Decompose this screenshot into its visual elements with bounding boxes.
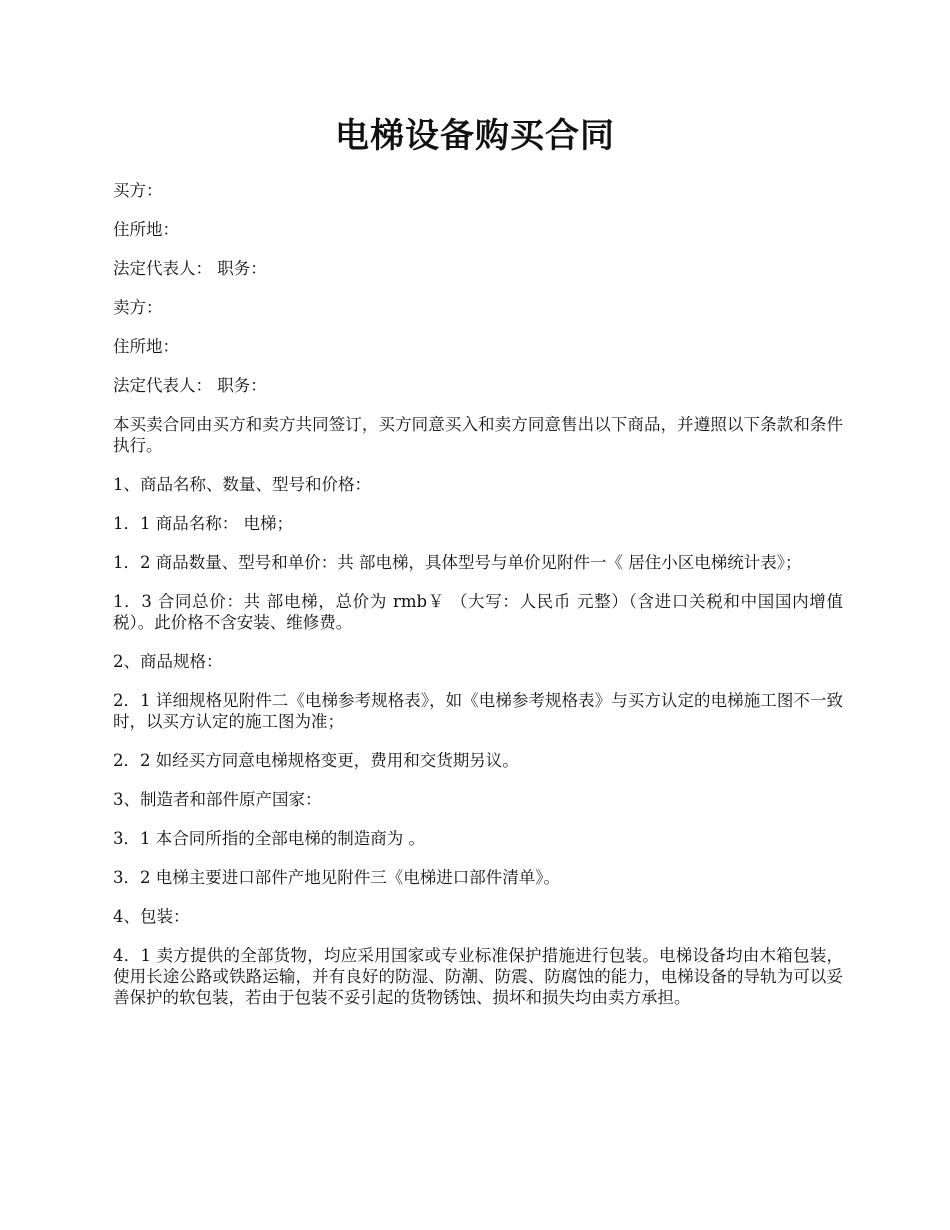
document-body bbox=[113, 180, 843, 1026]
clause-1-1: 1．1 商品名称： 电梯； bbox=[113, 514, 293, 533]
clause-2-2: 2．2 如经买方同意电梯规格变更，费用和交货期另议。 bbox=[113, 751, 519, 770]
clause-4-1: 4．1 卖方提供的全部货物，均应采用国家或专业标准保护措施进行包装。电梯设备均由木箱包装，使用长途公路或铁路运输，并有良好的防湿、防潮、防震、防腐蚀的能力，电梯设备的导轨为可以妥善保护的软包装，若由于包装不妥引起的货物锈蚀、损坏和损失均由卖方承担。 bbox=[113, 946, 843, 1007]
seller-line: 卖方： bbox=[113, 298, 163, 317]
section-4-heading: 4、包装： bbox=[113, 907, 190, 926]
clause-3-2: 3．2 电梯主要进口部件产地见附件三《电梯进口部件清单》。 bbox=[113, 868, 560, 887]
section-1-heading: 1、商品名称、数量、型号和价格： bbox=[113, 475, 371, 494]
buyer-address-line: 住所地： bbox=[113, 220, 179, 239]
seller-representative-line: 法定代表人： 职务： bbox=[113, 376, 267, 395]
document-title: 电梯设备购买合同 bbox=[335, 116, 615, 156]
clause-1-2: 1．2 商品数量、型号和单价：共 部电梯，具体型号与单价见附件一《 居住小区电梯统计表》； bbox=[113, 553, 802, 572]
clause-2-1: 2．1 详细规格见附件二《电梯参考规格表》，如《电梯参考规格表》与买方认定的电梯施工图不一致时，以买方认定的施工图为准； bbox=[113, 691, 843, 731]
buyer-representative-line: 法定代表人： 职务： bbox=[113, 259, 267, 278]
clause-3-1: 3．1 本合同所指的全部电梯的制造商为 。 bbox=[113, 829, 425, 848]
buyer-line: 买方： bbox=[113, 181, 163, 200]
seller-address-line: 住所地： bbox=[113, 337, 179, 356]
clause-1-3: 1．3 合同总价：共 部电梯，总价为 rmb￥ （大写：人民币 元整）（含进口关税和中国国内增值税）。此价格不含安装、维修费。 bbox=[113, 592, 843, 632]
section-3-heading: 3、制造者和部件原产国家： bbox=[113, 790, 322, 809]
section-2-heading: 2、商品规格： bbox=[113, 652, 223, 671]
preamble-paragraph: 本买卖合同由买方和卖方共同签订，买方同意买入和卖方同意售出以下商品，并遵照以下条款和条件执行。 bbox=[113, 415, 843, 455]
